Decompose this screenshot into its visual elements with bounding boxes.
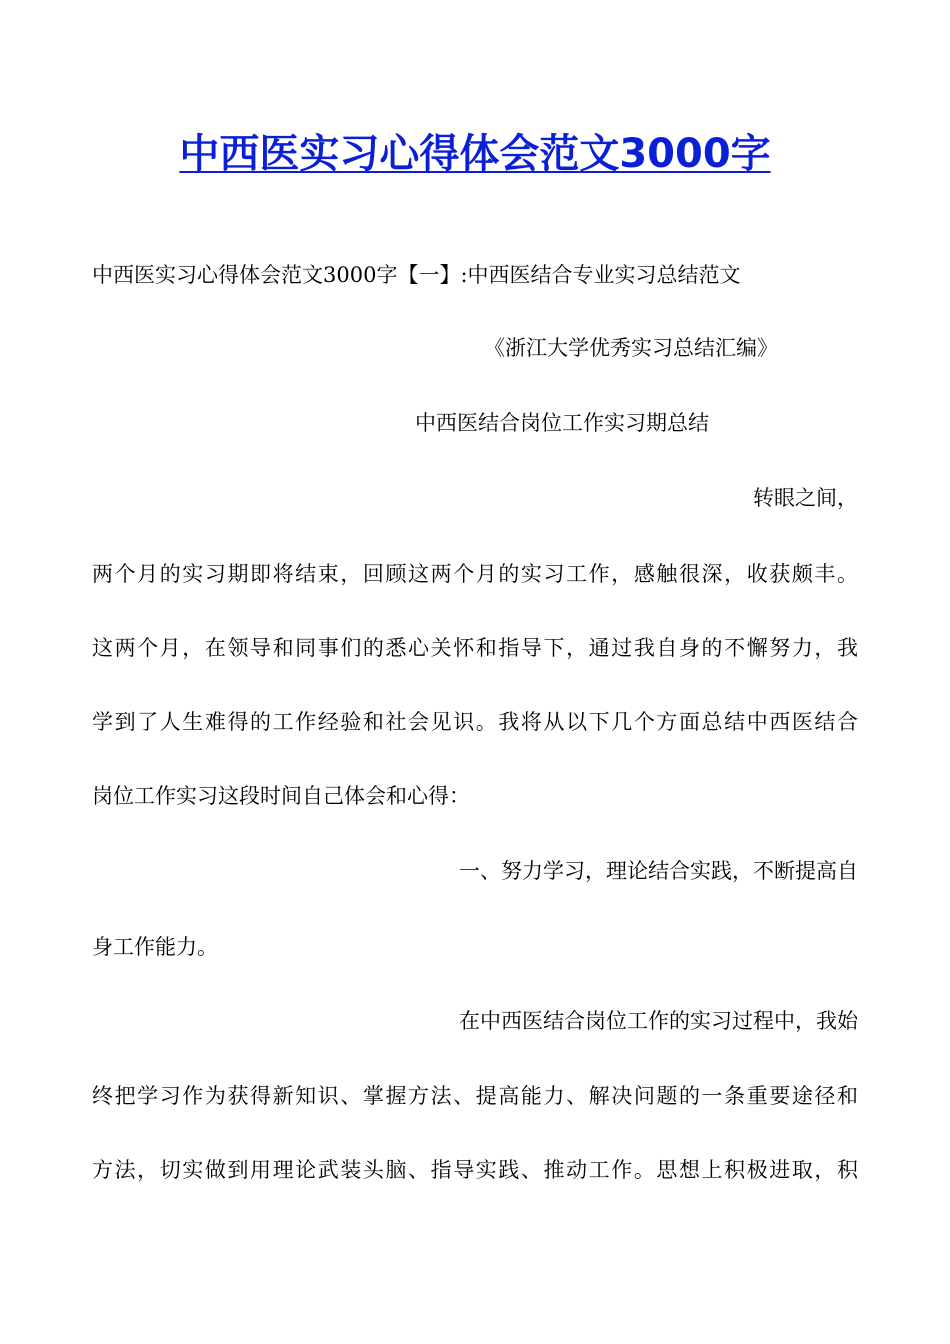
paragraph-line: 终把学习作为获得新知识、掌握方法、提高能力、解决问题的一条重要途径和 xyxy=(92,1084,858,1108)
paragraph-line: 两个月的实习期即将结束，回顾这两个月的实习工作，感触很深，收获颇丰。 xyxy=(92,562,858,586)
paragraph-line: 岗位工作实习这段时间自己体会和心得： xyxy=(92,784,470,808)
paragraph-line: 转眼之间， xyxy=(753,486,858,510)
paragraph-line: 在中西医结合岗位工作的实习过程中，我始 xyxy=(459,1009,858,1033)
paragraph-line: 身工作能力。 xyxy=(92,935,218,959)
subtitle-line: 中西医实习心得体会范文3000字【一】:中西医结合专业实习总结范文 xyxy=(92,263,741,287)
document-title[interactable]: 中西医实习心得体会范文3000字 xyxy=(179,131,771,177)
paragraph-line: 学到了人生难得的工作经验和社会见识。我将从以下几个方面总结中西医结合 xyxy=(92,710,858,734)
section-heading: 中西医结合岗位工作实习期总结 xyxy=(415,411,709,435)
paragraph-line: 方法，切实做到用理论武装头脑、指导实践、推动工作。思想上积极进取，积 xyxy=(92,1158,858,1182)
section-heading: 一、努力学习，理论结合实践，不断提高自 xyxy=(459,859,858,883)
source-line: 《浙江大学优秀实习总结汇编》 xyxy=(484,336,778,360)
paragraph-line: 这两个月，在领导和同事们的悉心关怀和指导下，通过我自身的不懈努力，我 xyxy=(92,636,858,660)
